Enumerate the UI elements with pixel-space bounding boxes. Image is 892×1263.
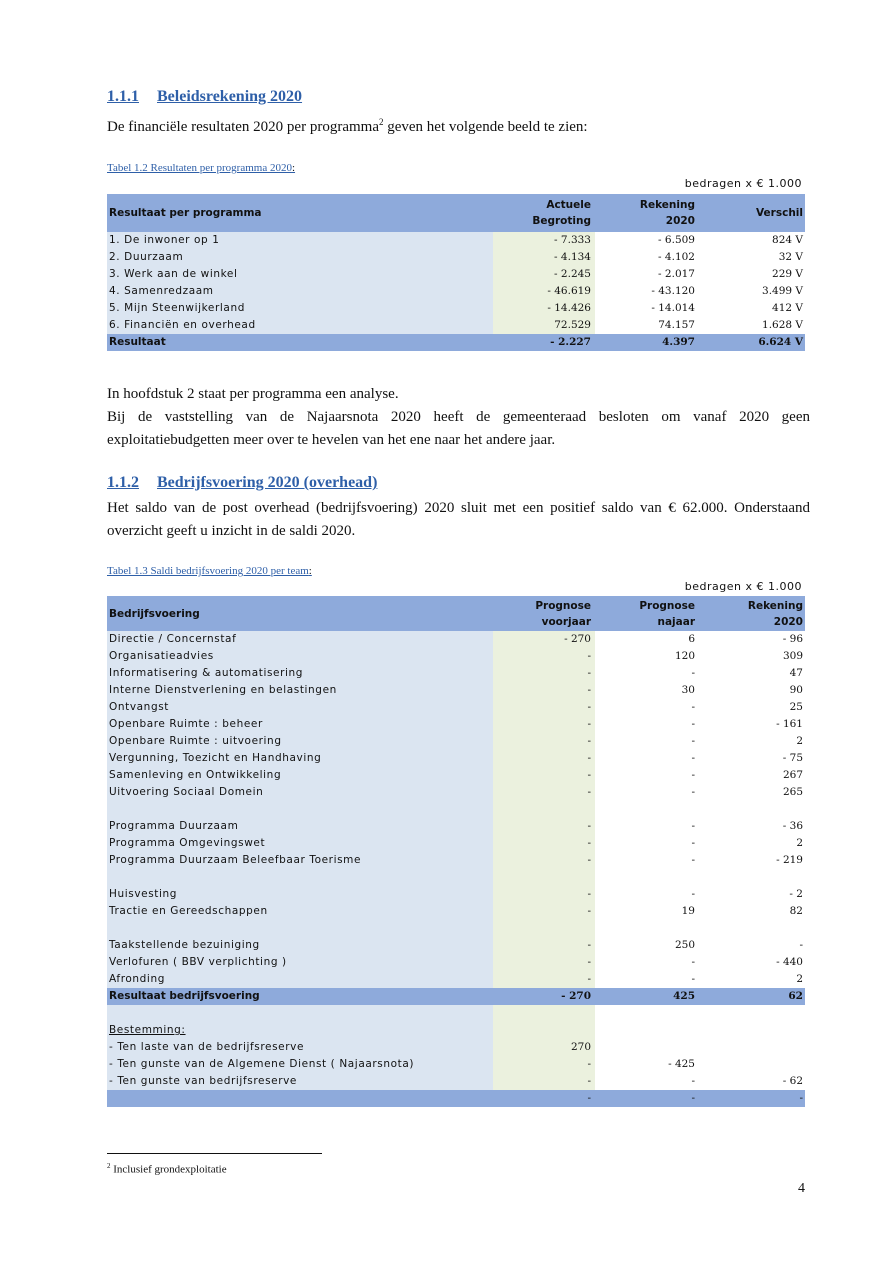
value-col2: - [595,716,699,733]
table-row [107,835,805,852]
table-row [107,631,805,648]
value-col3: 2 [699,835,805,852]
paragraph-analysis: In hoofdstuk 2 staat per programma een analyse. [107,386,399,402]
row-label: 2. Duurzaam [107,249,493,266]
value-col3: 267 [699,767,805,784]
value-col3: 265 [699,784,805,801]
value-col3: - 2 [699,886,805,903]
row-label: Afronding [107,971,493,988]
value-col1: - [493,665,595,682]
value-col2: - [595,1090,699,1107]
footnote [107,1162,227,1176]
value-col1 [493,1005,595,1022]
section-heading-bedrijfsvoering [107,474,377,492]
value-col1 [493,920,595,937]
table-row [107,1005,805,1022]
value-col3 [699,1022,805,1039]
table-row [107,750,805,767]
header-programme: Resultaat per programma [107,194,493,232]
table1-caption [107,162,295,174]
table-row [107,1039,805,1056]
value-col1: - [493,818,595,835]
row-label: 5. Mijn Steenwijkerland [107,300,493,317]
value-col1: - 270 [493,988,595,1005]
value-col1: - [493,699,595,716]
value-col3: 6.624 V [699,334,805,351]
header-difference: Verschil [699,194,805,232]
value-col2: - 43.120 [595,283,699,300]
value-col2: 120 [595,648,699,665]
value-col2: - [595,971,699,988]
row-label: Verlofuren ( BBV verplichting ) [107,954,493,971]
value-col2 [595,1022,699,1039]
value-col1: - 46.619 [493,283,595,300]
table-header-row [107,596,805,631]
total-row [107,334,805,351]
table-row [107,249,805,266]
value-col3: 229 V [699,266,805,283]
table2-unit: bedragen x € 1.000 [684,580,802,593]
table-row [107,784,805,801]
row-label: Programma Duurzaam Beleefbaar Toerisme [107,852,493,869]
section1-intro [107,111,810,139]
row-label [107,1090,493,1107]
value-col2: 425 [595,988,699,1005]
value-col1 [493,1022,595,1039]
value-col2: 250 [595,937,699,954]
value-col2: 74.157 [595,317,699,334]
footnote-marker: 2 [107,1162,111,1170]
table-row [107,903,805,920]
value-col1: 270 [493,1039,595,1056]
value-col1: - [493,733,595,750]
value-col2: - 4.102 [595,249,699,266]
section2-text: Het saldo van de post overhead (bedrijfsvoering) 2020 sluit met een positief saldo van € 62.000. Onderstaand overzicht geeft u inzicht in de saldi 2020. [107,500,810,539]
value-col3: 62 [699,988,805,1005]
table-row [107,682,805,699]
row-label: Taakstellende bezuiniging [107,937,493,954]
footnote-text: Inclusief grondexploitatie [110,1163,227,1176]
caption-colon: : [308,565,312,577]
table-row [107,266,805,283]
value-col1: 72.529 [493,317,595,334]
value-col3: - 62 [699,1073,805,1090]
table-row [107,1073,805,1090]
value-col3: - [699,1090,805,1107]
row-label: Interne Dienstverlening en belastingen [107,682,493,699]
value-col2: - 425 [595,1056,699,1073]
value-col1: - 4.134 [493,249,595,266]
value-col3: - 96 [699,631,805,648]
row-label: Huisvesting [107,886,493,903]
table-row [107,869,805,886]
row-label: 1. De inwoner op 1 [107,232,493,249]
value-col2 [595,920,699,937]
table-row [107,665,805,682]
value-col2: - [595,733,699,750]
value-col3: 2 [699,733,805,750]
table-row [107,648,805,665]
table-row [107,317,805,334]
page-number: 4 [798,1181,805,1196]
value-col3: - 36 [699,818,805,835]
row-label: - Ten gunste van de Algemene Dienst ( Najaarsnota) [107,1056,493,1073]
value-col1 [493,869,595,886]
value-col2 [595,869,699,886]
value-col2: 6 [595,631,699,648]
value-col1: - [493,971,595,988]
value-col3: 3.499 V [699,283,805,300]
row-label: Resultaat [107,334,493,351]
row-label [107,801,493,818]
value-col3 [699,1039,805,1056]
row-label: 3. Werk aan de winkel [107,266,493,283]
value-col1: - 2.227 [493,334,595,351]
row-label: - Ten gunste van bedrijfsreserve [107,1073,493,1090]
row-label: Uitvoering Sociaal Domein [107,784,493,801]
value-col3: 1.628 V [699,317,805,334]
value-col2 [595,801,699,818]
results-per-programme-table [107,194,805,351]
value-col1: - [493,767,595,784]
value-col3: 25 [699,699,805,716]
footnote-reference: 2 [378,117,384,127]
value-col3: - 219 [699,852,805,869]
bestemming-heading: Bestemming: [107,1022,493,1039]
value-col2: - [595,767,699,784]
table-row [107,920,805,937]
value-col1: - [493,682,595,699]
value-col3 [699,920,805,937]
table-row [107,1056,805,1073]
value-col1: - [493,1073,595,1090]
footnote-divider [107,1153,322,1154]
value-col3: - 440 [699,954,805,971]
section-title: Beleidsrekening 2020 [157,88,303,105]
table2-caption [107,565,312,577]
value-col3 [699,1005,805,1022]
value-col3: 82 [699,903,805,920]
value-col2: - [595,665,699,682]
value-col2: 30 [595,682,699,699]
closing-row [107,1090,805,1107]
value-col1 [493,801,595,818]
value-col1: - [493,648,595,665]
value-col1: - [493,903,595,920]
total-row [107,988,805,1005]
table2-caption-text: Tabel 1.3 Saldi bedrijfsvoering 2020 per team [107,565,309,577]
value-col1: - 14.426 [493,300,595,317]
value-col2: - [595,784,699,801]
table-row [107,937,805,954]
row-label: Informatisering & automatisering [107,665,493,682]
table-row [107,733,805,750]
section-title: Bedrijfsvoering 2020 (overhead) [157,474,378,491]
value-col3: 824 V [699,232,805,249]
bestemming-heading-row [107,1022,805,1039]
value-col3: 90 [699,682,805,699]
value-col3: 47 [699,665,805,682]
table-row [107,716,805,733]
table-row [107,232,805,249]
row-label: Openbare Ruimte : uitvoering [107,733,493,750]
row-label: Tractie en Gereedschappen [107,903,493,920]
value-col2: - [595,750,699,767]
value-col2: - [595,818,699,835]
row-label: Vergunning, Toezicht en Handhaving [107,750,493,767]
value-col2: - [595,699,699,716]
value-col3 [699,869,805,886]
value-col1: - 7.333 [493,232,595,249]
value-col2 [595,1039,699,1056]
row-label: 4. Samenredzaam [107,283,493,300]
value-col3 [699,1056,805,1073]
table-row [107,886,805,903]
row-label: Organisatieadvies [107,648,493,665]
table-row [107,971,805,988]
value-col2: 19 [595,903,699,920]
intro-text-end: geven het volgende beeld te zien: [383,119,588,135]
value-col1: - 270 [493,631,595,648]
value-col2: - 6.509 [595,232,699,249]
value-col2: - 2.017 [595,266,699,283]
value-col1: - [493,1056,595,1073]
value-col2: - [595,852,699,869]
table-row [107,767,805,784]
value-col3: 2 [699,971,805,988]
value-col1: - [493,1090,595,1107]
paragraph-najaarsnota: Bij de vaststelling van de Najaarsnota 2020 heeft de gemeenteraad besloten om vanaf 2020 geen exploitatiebudgetten meer over te hevelen van het ene naar het andere jaar. [107,409,810,448]
value-col3: - 75 [699,750,805,767]
overhead-balances-table [107,596,805,1107]
intro-text: De financiële resultaten 2020 per programma [107,119,379,135]
section-heading-beleidsrekening [107,88,302,106]
row-label: Ontvangst [107,699,493,716]
row-label [107,920,493,937]
value-col2: - [595,1073,699,1090]
row-label: - Ten laste van de bedrijfsreserve [107,1039,493,1056]
table-row [107,954,805,971]
value-col1: - [493,835,595,852]
value-col1: - [493,886,595,903]
row-label: Directie / Concernstaf [107,631,493,648]
row-label [107,1005,493,1022]
value-col3 [699,801,805,818]
value-col3: - 161 [699,716,805,733]
value-col1: - 2.245 [493,266,595,283]
value-col1: - [493,852,595,869]
value-col2: - [595,835,699,852]
value-col1: - [493,937,595,954]
table-row [107,300,805,317]
header-actual-budget: Actuele Begroting [493,194,595,232]
row-label: Openbare Ruimte : beheer [107,716,493,733]
value-col1: - [493,716,595,733]
row-label [107,869,493,886]
row-label: Programma Omgevingswet [107,835,493,852]
table-row [107,283,805,300]
value-col3: 32 V [699,249,805,266]
section-number: 1.1.1 [107,88,139,105]
value-col2: 4.397 [595,334,699,351]
header-account-2020: Rekening 2020 [595,194,699,232]
caption-colon: : [291,162,296,174]
value-col3: - [699,937,805,954]
table-row [107,801,805,818]
table-row [107,699,805,716]
table-row [107,818,805,835]
row-label: Samenleving en Ontwikkeling [107,767,493,784]
header-bedrijfsvoering: Bedrijfsvoering [107,596,493,631]
value-col1: - [493,954,595,971]
table-row [107,852,805,869]
value-col2: - [595,954,699,971]
table1-caption-text: Tabel 1.2 Resultaten per programma 2020 [107,162,292,174]
row-label: Resultaat bedrijfsvoering [107,988,493,1005]
value-col2 [595,1005,699,1022]
header-forecast-autumn: Prognose najaar [595,596,699,631]
value-col1: - [493,784,595,801]
value-col2: - 14.014 [595,300,699,317]
row-label: 6. Financiën en overhead [107,317,493,334]
value-col2: - [595,886,699,903]
header-account-2020: Rekening 2020 [699,596,805,631]
value-col3: 412 V [699,300,805,317]
table1-unit: bedragen x € 1.000 [684,177,802,190]
value-col3: 309 [699,648,805,665]
section-number: 1.1.2 [107,474,139,491]
value-col1: - [493,750,595,767]
table-header-row [107,194,805,232]
header-forecast-spring: Prognose voorjaar [493,596,595,631]
row-label: Programma Duurzaam [107,818,493,835]
